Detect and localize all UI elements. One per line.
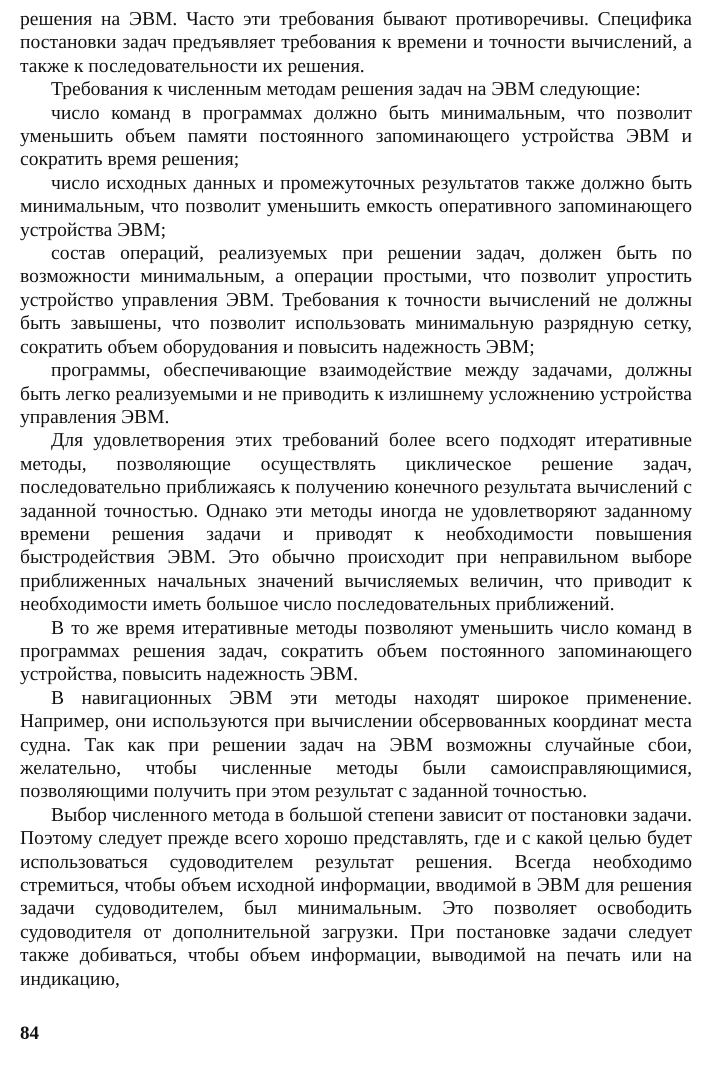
paragraph-method-choice: Выбор численного метода в большой степени зависит от постановки задачи. Поэтому следует прежде всего хорошо представлять, где и с какой целью будет использоваться судоводителем результат решения. Всегда необходимо стремиться, чтобы объем исходной информации, вводимой в ЭВМ для решения задачи судоводителем, был минимальным. Это позволяет освободить судоводителя от дополнительной загрузки. При постановке задачи следует также добиваться, чтобы объем информации, выводимой на печать или на индикацию,: [20, 804, 692, 990]
book-page: [20, 8, 692, 1070]
page-number: 84: [20, 1023, 39, 1044]
page-body-text: [20, 8, 692, 991]
paragraph-continuation: решения на ЭВМ. Часто эти требования бывают противоречивы. Специфика постановки задач предъявляет требования к времени и точности вычислений, а также к последовательности их решения.: [20, 9, 692, 77]
paragraph-navigation-computers: В навигационных ЭВМ эти методы находят широкое применение. Например, они используются при вычислении обсервованных координат места судна. Так как при решении задач на ЭВМ возможны случайные сбои, желательно, чтобы численные методы были самоисправляющимися, позволяющими получить при этом результат с заданной точностью.: [20, 687, 692, 803]
paragraph-operations: состав операций, реализуемых при решении задач, должен быть по возможности минимальным, а операции простыми, что позволит упростить устройство управления ЭВМ. Требования к точности вычислений не должны быть завышены, что позволит использовать минимальную разрядную сетку, сократить объем оборудования и повысить надежность ЭВМ;: [20, 243, 692, 358]
paragraph-iterative-benefits: В то же время итеративные методы позволяют уменьшить число команд в программах решения задач, сократить объем постоянного запоминающего устройства, повысить надежность ЭВМ.: [20, 617, 692, 686]
paragraph-input-data: число исходных данных и промежуточных результатов также должно быть минимальным, что позволит уменьшить емкость оперативного запоминающего устройства ЭВМ;: [20, 172, 692, 241]
paragraph-command-count: число команд в программах должно быть минимальным, что позволит уменьшить объем памяти постоянного запоминающего устройства ЭВМ и сократить время решения;: [20, 102, 692, 171]
paragraph-requirements-intro: Требования к численным методам решения задач на ЭВМ следующие:: [51, 79, 641, 101]
paragraph-iterative-methods: Для удовлетворения этих требований более всего подходят итеративные методы, позволяющие осуществлять циклическое решение задач, последовательно приближаясь к получению конечного результата вычислений с заданной точностью. Однако эти методы иногда не удовлетворяют заданному времени решения задачи и приводят к необходимости повышения быстродействия ЭВМ. Это обычно происходит при неправильном выборе приближенных начальных значений вычисляемых величин, что приводит к необходимости иметь большое число последовательных приближений.: [20, 430, 692, 616]
paragraph-programs-interaction: программы, обеспечивающие взаимодействие между задачами, должны быть легко реализуемыми и не приводить к излишнему усложнению устройства управления ЭВМ.: [20, 360, 692, 428]
